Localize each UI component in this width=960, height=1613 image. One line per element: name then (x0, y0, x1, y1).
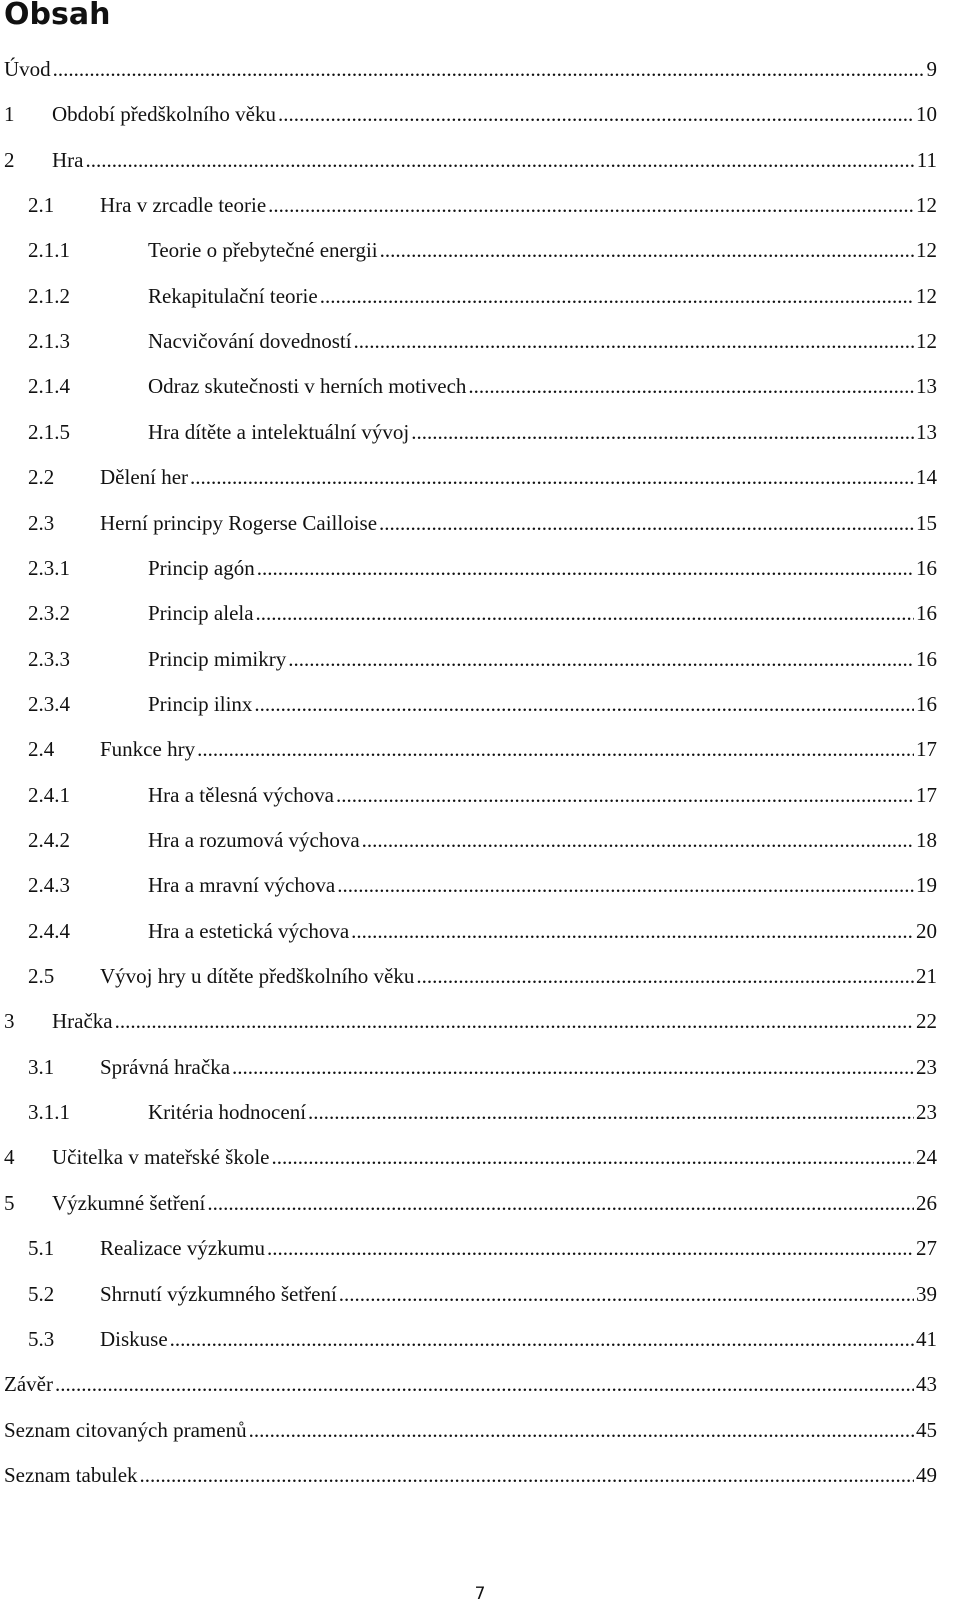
toc-entry-title: Učitelka v mateřské škole (52, 1145, 270, 1170)
toc-entry[interactable] (0, 1097, 960, 1127)
toc-entry-page: 15 (916, 510, 937, 535)
toc-entry-title: Rekapitulační teorie (148, 283, 318, 308)
toc-entry-page: 41 (916, 1326, 937, 1351)
toc-entry[interactable] (0, 1006, 960, 1036)
toc-entry-number: 2.3.2 (28, 601, 70, 626)
toc-entry-title: Teorie o přebytečné energii (148, 238, 378, 263)
toc-entry-title: Hra a estetická výchova (148, 918, 350, 943)
toc-leader-dots (416, 961, 914, 991)
toc-leader-dots (272, 1142, 914, 1172)
toc-entry-number: 2.1.1 (28, 238, 70, 263)
toc-entry-page: 19 (916, 873, 937, 898)
toc-entry-title: Seznam tabulek (4, 1462, 138, 1487)
toc-entry[interactable] (0, 961, 960, 991)
toc-leader-dots (468, 371, 914, 401)
toc-entry-title: Úvod (4, 57, 51, 81)
toc-entry[interactable] (0, 734, 960, 764)
page-title: Obsah (4, 0, 111, 32)
toc-leader-dots (170, 1324, 914, 1354)
toc-entry-page: 12 (916, 283, 937, 308)
toc-leader-dots (197, 734, 914, 764)
toc-entry-title: Hra (52, 147, 84, 172)
toc-entry[interactable] (0, 54, 960, 84)
toc-leader-dots (337, 870, 914, 900)
toc-leader-dots (53, 54, 925, 84)
toc-entry-page: 23 (916, 1100, 937, 1124)
toc-leader-dots (207, 1188, 914, 1218)
toc-entry-number: 3.1 (28, 1054, 55, 1079)
toc-entry-number: 3.1.1 (28, 1100, 70, 1124)
toc-entry-number: 1 (4, 102, 15, 127)
toc-entry-number: 2.1 (28, 193, 55, 218)
toc-leader-dots (288, 644, 914, 674)
toc-entry-title: Hra a mravní výchova (148, 873, 336, 898)
toc-entry[interactable] (0, 916, 960, 946)
toc-leader-dots (308, 1097, 914, 1127)
toc-entry-number: 2.3.4 (28, 691, 70, 716)
toc-entry-number: 2.5 (28, 964, 55, 988)
toc-entry-title: Dělení her (100, 465, 189, 490)
toc-entry-page: 12 (916, 329, 937, 354)
toc-entry-number: 5.1 (28, 1236, 55, 1261)
toc-entry-page: 20 (916, 918, 937, 943)
toc-entry-page: 9 (926, 57, 937, 81)
toc-leader-dots (278, 99, 914, 129)
toc-entry-title: Kritéria hodnocení (148, 1100, 307, 1124)
toc-leader-dots (320, 281, 914, 311)
toc-entry[interactable] (0, 1279, 960, 1309)
toc-entry[interactable] (0, 1369, 960, 1399)
toc-entry-number: 2.2 (28, 465, 55, 490)
toc-entry-title: Nacvičování dovedností (148, 329, 352, 354)
toc-entry-page: 16 (916, 646, 937, 671)
toc-entry-page: 16 (916, 555, 937, 580)
toc-entry[interactable] (0, 1188, 960, 1218)
toc-entry-title: Odraz skutečnosti v herních motivech (148, 374, 467, 399)
toc-entry-page: 16 (916, 691, 937, 716)
toc-leader-dots (232, 1052, 914, 1082)
toc-entry[interactable] (0, 326, 960, 356)
toc-entry[interactable] (0, 462, 960, 492)
toc-entry-number: 2.4.3 (28, 873, 70, 898)
toc-entry-number: 2.1.3 (28, 329, 70, 354)
toc-entry-page: 26 (916, 1190, 937, 1215)
toc-entry-number: 2.3.1 (28, 555, 70, 580)
toc-entry-number: 5.3 (28, 1326, 55, 1351)
toc-entry[interactable] (0, 235, 960, 265)
toc-entry-title: Herní principy Rogerse Cailloise (100, 510, 378, 535)
toc-entry[interactable] (0, 508, 960, 538)
toc-entry-page: 13 (916, 419, 937, 444)
toc-entry-number: 2.1.4 (28, 374, 70, 399)
toc-leader-dots (257, 553, 914, 583)
toc-entry-title: Výzkumné šetření (52, 1190, 206, 1215)
toc-leader-dots (336, 780, 914, 810)
toc-entry-number: 4 (4, 1145, 15, 1170)
toc-leader-dots (140, 1460, 914, 1490)
toc-entry-number: 2.3.3 (28, 646, 70, 671)
toc-entry[interactable] (0, 1233, 960, 1263)
toc-leader-dots (115, 1006, 914, 1036)
toc-leader-dots (190, 462, 914, 492)
toc-entry-title: Diskuse (100, 1326, 168, 1351)
toc-entry-page: 39 (916, 1281, 937, 1306)
toc-entry-title: Hra dítěte a intelektuální vývoj (148, 419, 410, 444)
toc-entry-number: 2.1.2 (28, 283, 70, 308)
toc-leader-dots (380, 235, 914, 265)
toc-entry-number: 2.4.4 (28, 918, 70, 943)
toc-leader-dots (411, 417, 914, 447)
toc-entry-title: Princip mimikry (148, 646, 287, 671)
toc-entry-title: Funkce hry (100, 737, 196, 762)
toc-leader-dots (55, 1369, 914, 1399)
toc-entry-title: Závěr (4, 1372, 53, 1397)
toc-entry[interactable] (0, 644, 960, 674)
toc-entry-number: 2.1.5 (28, 419, 70, 444)
toc-entry[interactable] (0, 99, 960, 129)
toc-entry-page: 45 (916, 1417, 937, 1442)
toc-entry-title: Princip alela (148, 601, 254, 626)
toc-entry-title: Realizace výzkumu (100, 1236, 266, 1261)
toc-entry-page: 17 (916, 737, 937, 762)
toc-entry[interactable] (0, 870, 960, 900)
toc-entry-title: Správná hračka (100, 1054, 231, 1079)
toc-leader-dots (339, 1279, 914, 1309)
toc-entry-title: Hra a rozumová výchova (148, 828, 360, 852)
toc-entry-number: 2.4 (28, 737, 55, 762)
toc-entry[interactable] (0, 1142, 960, 1172)
toc-entry[interactable] (0, 1052, 960, 1082)
toc-entry-page: 43 (916, 1372, 937, 1397)
toc-entry[interactable] (0, 1415, 960, 1445)
toc-entry-title: Princip ilinx (148, 691, 253, 716)
toc-entry-title: Hračka (52, 1009, 113, 1034)
toc-entry-page: 23 (916, 1054, 937, 1079)
toc-entry-number: 5.2 (28, 1281, 55, 1306)
toc-leader-dots (268, 190, 914, 220)
toc-entry-title: Období předškolního věku (52, 102, 276, 127)
toc-entry-page: 10 (916, 102, 937, 127)
toc-entry-number: 3 (4, 1009, 15, 1034)
toc-entry[interactable] (0, 825, 960, 855)
toc-entry[interactable] (0, 780, 960, 810)
toc-entry-page: 12 (916, 238, 937, 263)
toc-entry-title: Hra v zrcadle teorie (100, 193, 267, 218)
toc-entry[interactable] (0, 281, 960, 311)
toc-entry-page: 49 (916, 1462, 937, 1487)
toc-entry[interactable] (0, 145, 960, 175)
toc-entry-page: 14 (916, 465, 937, 490)
page-number: 7 (474, 1584, 486, 1604)
toc-leader-dots (254, 689, 914, 719)
toc-entry-page: 24 (916, 1145, 937, 1170)
toc-entry[interactable] (0, 371, 960, 401)
toc-entry-number: 2.4.2 (28, 828, 70, 852)
toc-entry-page: 16 (916, 601, 937, 626)
toc-entry-number: 2.3 (28, 510, 55, 535)
toc-leader-dots (85, 145, 914, 175)
toc-entry-page: 27 (916, 1236, 937, 1261)
toc-leader-dots (249, 1415, 914, 1445)
toc-entry[interactable] (0, 598, 960, 628)
toc-entry-number: 5 (4, 1190, 15, 1215)
toc-leader-dots (379, 508, 914, 538)
toc-entry-page: 11 (916, 147, 937, 172)
toc-entry-title: Hra a tělesná výchova (148, 782, 334, 807)
toc-entry-title: Shrnutí výzkumného šetření (100, 1281, 337, 1306)
toc-leader-dots (362, 825, 914, 855)
toc-entry[interactable] (0, 1324, 960, 1354)
toc-entry-page: 17 (916, 782, 937, 807)
toc-entry-page: 12 (916, 193, 937, 218)
toc-entry-page: 18 (916, 828, 937, 852)
toc-entry[interactable] (0, 190, 960, 220)
toc-entry-page: 13 (916, 374, 937, 399)
toc-entry[interactable] (0, 689, 960, 719)
toc-entry[interactable] (0, 553, 960, 583)
toc-entry-page: 21 (916, 964, 937, 988)
toc-entry-title: Vývoj hry u dítěte předškolního věku (100, 964, 415, 988)
toc-leader-dots (351, 916, 914, 946)
toc-leader-dots (256, 598, 914, 628)
toc-entry-title: Princip agón (148, 555, 255, 580)
toc-entry[interactable] (0, 417, 960, 447)
toc-entry-number: 2 (4, 147, 15, 172)
toc-entry-title: Seznam citovaných pramenů (4, 1417, 247, 1442)
toc-entry[interactable] (0, 1460, 960, 1490)
toc-leader-dots (354, 326, 914, 356)
toc-entry-page: 22 (916, 1009, 937, 1034)
toc-leader-dots (267, 1233, 914, 1263)
toc-entry-number: 2.4.1 (28, 782, 70, 807)
